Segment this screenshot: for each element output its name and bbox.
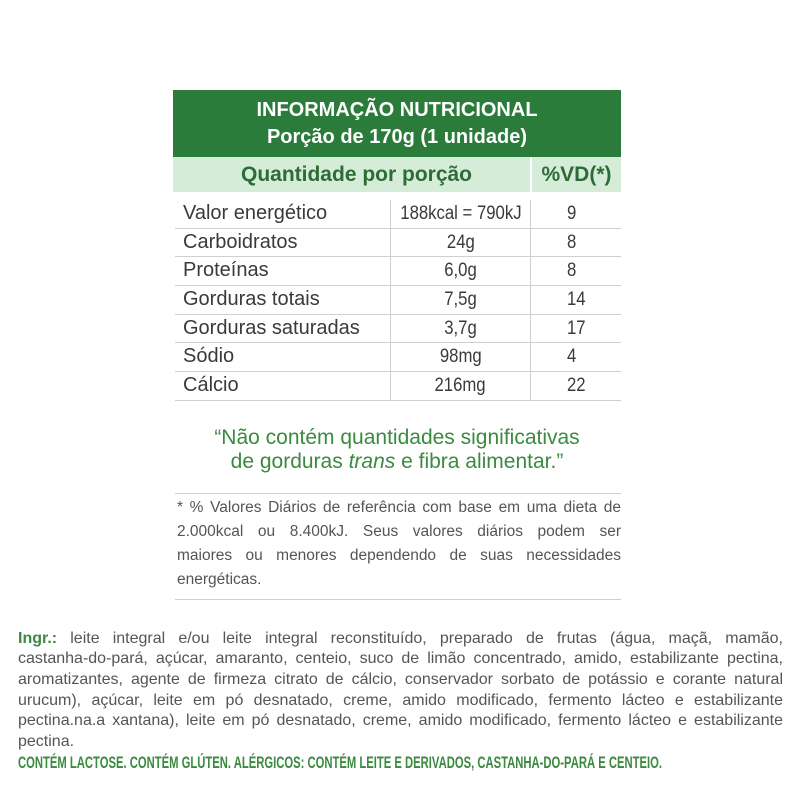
nutrient-daily-value: 17	[567, 317, 586, 339]
nutrient-daily-value: 8	[567, 231, 577, 253]
nutrient-amount-cell	[390, 229, 530, 257]
ingredients-list	[18, 629, 783, 753]
nutrition-table	[175, 200, 621, 401]
nutrient-dv-cell	[530, 372, 621, 400]
footnote-line: maiores ou menores dependendo de suas necessidades	[177, 547, 621, 564]
ingredients-text: leite integral e/ou leite integral reconstituído, preparado de frutas (água, maçã, mamão,	[70, 629, 783, 647]
nutrient-row-calcium	[175, 372, 621, 401]
nutrient-name: Cálcio	[183, 374, 239, 397]
nutrient-dv-cell	[530, 257, 621, 285]
nutrient-dv-cell	[530, 343, 621, 371]
nutrient-amount: 7,5g	[444, 289, 477, 311]
footnote-line: energéticas.	[177, 571, 262, 588]
nutrient-name: Carboidratos	[183, 230, 298, 253]
ingredients-line: pectina.	[18, 733, 75, 751]
claim-trans-italic: trans	[348, 450, 396, 473]
footnote-line: * % Valores Diários de referência com base em uma dieta de	[177, 499, 621, 516]
footnote-line: 2.000kcal ou 8.400kJ. Seus valores diários podem ser	[177, 523, 621, 540]
nutrient-amount: 216mg	[434, 375, 487, 397]
nutrient-amount-cell	[390, 257, 530, 285]
nutrient-daily-value: 9	[567, 203, 577, 224]
nutrient-row-total-fat	[175, 286, 621, 315]
nutrient-name: Sódio	[183, 345, 235, 368]
daily-values-footnote	[175, 493, 621, 600]
nutrient-row-sodium	[175, 343, 621, 372]
nutrition-claim	[173, 426, 621, 474]
quantity-column-header: Quantidade por porção	[240, 163, 473, 186]
nutrient-name: Gorduras totais	[183, 288, 320, 311]
nutrient-dv-cell	[530, 229, 621, 257]
nutrient-name: Gorduras saturadas	[183, 316, 360, 339]
allergen-warning-box	[18, 753, 783, 773]
nutrient-amount-cell	[390, 343, 530, 371]
nutrition-title: INFORMAÇÃO NUTRICIONAL	[256, 99, 538, 121]
nutrient-amount-cell	[390, 372, 530, 400]
nutrient-row-saturated-fat	[175, 315, 621, 344]
daily-value-column-header: %VD(*)	[530, 157, 621, 192]
nutrient-dv-cell	[530, 315, 621, 343]
nutrient-amount: 3,7g	[444, 317, 477, 339]
ingredients-line	[18, 629, 783, 650]
nutrient-amount-cell	[390, 286, 530, 314]
claim-line-1: “Não contém quantidades significativas	[214, 426, 580, 449]
claim-text-before: de gorduras	[230, 450, 349, 473]
nutrient-dv-cell	[530, 200, 621, 228]
nutrient-daily-value: 22	[567, 375, 586, 397]
nutrient-amount: 188kcal = 790kJ	[399, 203, 522, 224]
nutrient-name: Proteínas	[183, 259, 269, 282]
nutrition-header	[173, 90, 621, 157]
nutrient-daily-value: 4	[567, 346, 577, 368]
column-header-band	[173, 157, 621, 192]
nutrient-daily-value: 14	[567, 289, 586, 311]
nutrient-daily-value: 8	[567, 260, 577, 282]
ingredients-line: pectina.na.a xantana), leite em pó desnatado, creme, amido modificado, fermento lácteo e estabilizante	[18, 712, 783, 730]
nutrient-dv-cell	[530, 286, 621, 314]
claim-text-after: e fibra alimentar.”	[395, 450, 564, 473]
nutrient-row-energy	[175, 200, 621, 229]
nutrient-amount: 24g	[446, 231, 475, 253]
claim-line-2	[173, 450, 621, 474]
nutrient-amount: 6,0g	[444, 260, 477, 282]
nutrient-row-carbohydrates	[175, 229, 621, 258]
allergen-warning: CONTÉM LACTOSE. CONTÉM GLÚTEN. ALÉRGICOS: CONTÉM LEITE E DERIVADOS, CASTANHA-DO-PARÁ E CENTEIO.	[18, 753, 662, 772]
nutrient-name: Valor energético	[183, 202, 328, 224]
nutrient-row-proteins	[175, 257, 621, 286]
serving-size: Porção de 170g (1 unidade)	[266, 126, 528, 148]
nutrient-amount-cell	[390, 200, 530, 228]
ingredients-line: urucum), açúcar, leite em pó desnatado, creme, amido modificado, fermento lácteo e estabilizante	[18, 691, 783, 709]
ingredients-line: aromatizantes, agente de firmeza citrato de cálcio, conservador sorbato de potássio e corante natural	[18, 670, 783, 688]
nutrient-amount: 98mg	[439, 346, 482, 368]
ingredients-label: Ingr.:	[18, 629, 58, 647]
nutrient-amount-cell	[390, 315, 530, 343]
ingredients-line: castanha-do-pará, açúcar, amaranto, centeio, suco de limão concentrado, amido, estabilizante pectina,	[18, 650, 783, 668]
